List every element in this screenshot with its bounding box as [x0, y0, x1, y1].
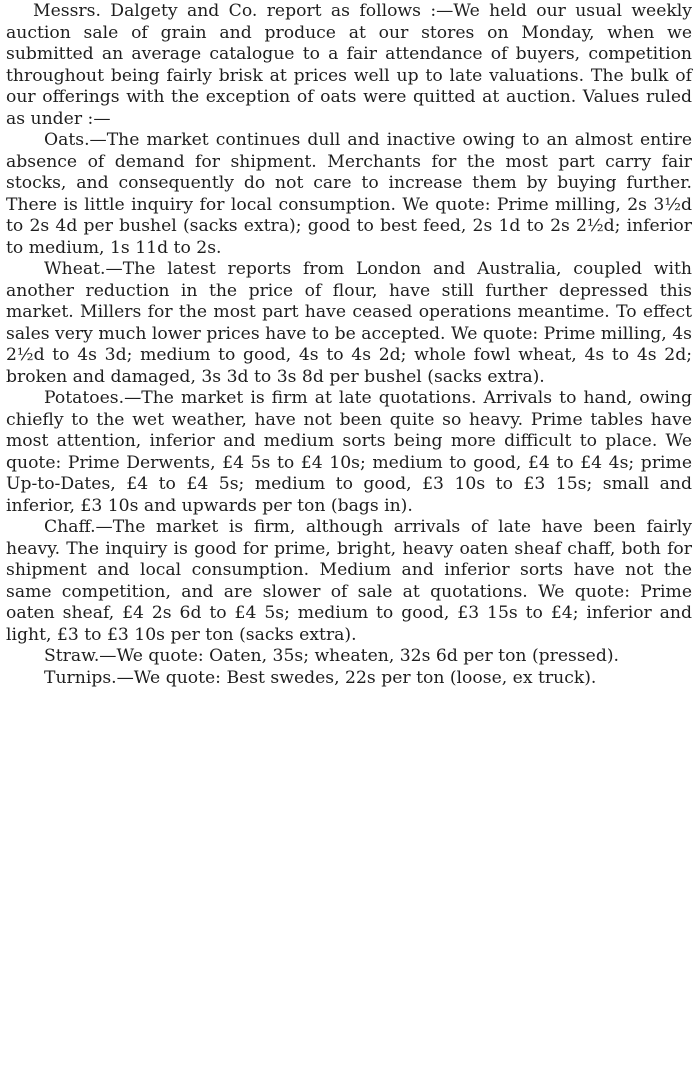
potatoes-paragraph: Potatoes.—The market is firm at late quotations. Arrivals to hand, owing chiefly to the wet weather, have not been quite so heavy. Prime tables have most attention, inferior and medium sorts being more difficult to place. We quote: Prime Derwents, £4 5s to £4 10s; medium to good, £4 to £4 4s; prime Up-to-Dates, £4 to £4 5s; medium to good, £3 10s to £3 15s; small and inferior, £3 10s and upwards per ton (bags in).: [6, 388, 692, 516]
wheat-paragraph: Wheat.—The latest reports from London and Australia, coupled with another reduction in the price of flour, have still further depressed this market. Millers for the most part have ceased operations meantime. To effect sales very much lower prices have to be accepted. We quote: Prime milling, 4s 2½d to 4s 3d; medium to good, 4s to 4s 2d; whole fowl wheat, 4s to 4s 2d; broken and damaged, 3s 3d to 3s 8d per bushel (sacks extra).: [6, 259, 692, 387]
chaff-paragraph: Chaff.—The market is firm, although arrivals of late have been fairly heavy. The inquiry is good for prime, bright, heavy oaten sheaf chaff, both for shipment and local consumption. Medium and inferior sorts have not the same competition, and are slower of sale at quotations. We quote: Prime oaten sheaf, £4 2s 6d to £4 5s; medium to good, £3 15s to £4; inferior and light, £3 to £3 10s per ton (sacks extra).: [6, 517, 692, 645]
intro-paragraph: Messrs. Dalgety and Co. report as follows :—We held our usual weekly auction sale of grain and produce at our stores on Monday, when we submitted an average catalogue to a fair attendance of buyers, competition throughout being fairly brisk at prices well up to late valuations. The bulk of our offerings with the exception of oats were quitted at auction. Values ruled as under :—: [6, 1, 692, 129]
oats-paragraph: Oats.—The market continues dull and inactive owing to an almost entire absence of demand for shipment. Merchants for the most part carry fair stocks, and consequently do not care to increase them by buying further. There is little inquiry for local consumption. We quote: Prime milling, 2s 3½d to 2s 4d per bushel (sacks extra); good to best feed, 2s 1d to 2s 2½d; inferior to medium, 1s 11d to 2s.: [6, 130, 692, 258]
turnips-paragraph: Turnips.—We quote: Best swedes, 22s per ton (loose, ex truck).: [44, 667, 597, 688]
straw-paragraph: Straw.—We quote: Oaten, 35s; wheaten, 32s 6d per ton (pressed).: [44, 646, 620, 666]
